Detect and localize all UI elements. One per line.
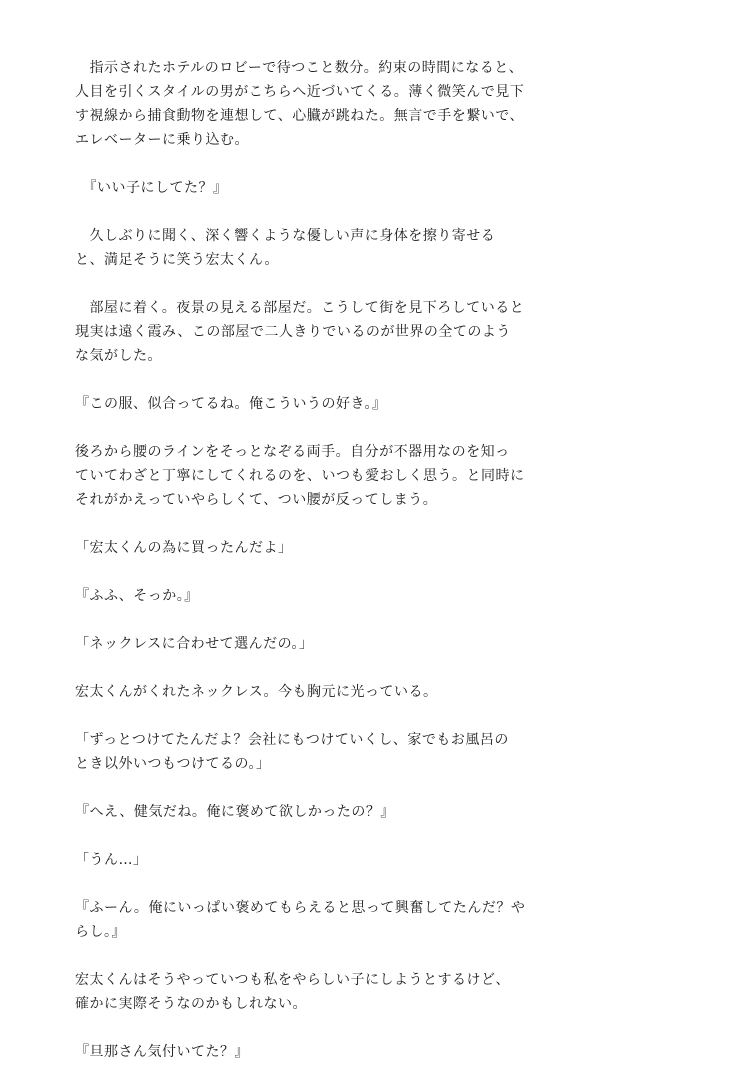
text-line: らし。』 [75,924,126,940]
text-line: 現実は遠く霞み、この部屋で二人きりでいるのが世界の全てのよう [75,324,511,340]
paragraph [75,536,675,560]
paragraph [75,896,675,944]
text-line: 「ずっとつけてたんだよ？会社にもつけていくし、家でもお風呂の [75,732,509,748]
text-line: 『へえ、健気だね。俺に褒めて欲しかったの？』 [75,804,395,820]
text-line: 「ネックレスに合わせて選んだの。」 [75,636,314,652]
text-line: 宏太くんはそうやっていつも私をやらしい子にしようとするけど、 [75,972,510,988]
text-line: と、満足そうに笑う宏太くん。 [75,252,279,268]
text-line: 宏太くんがくれたネックレス。今も胸元に光っている。 [75,684,438,700]
text-line: 『この服、似合ってるね。俺こういうの好き。』 [75,396,387,412]
paragraph [75,968,675,1016]
paragraph [75,584,675,608]
paragraph [75,680,675,704]
text-line: 部屋に着く。夜景の見える部屋だ。こうして街を見下ろしていると [75,300,525,316]
text-line: 『ふーん。俺にいっぱい褒めてもらえると思って興奮してたんだ？や [75,900,526,916]
paragraph [75,224,675,272]
text-line: エレベーターに乗り込む。 [75,132,249,148]
paragraph [75,632,675,656]
text-line: 後ろから腰のラインをそっとなぞる両手。自分が不器用なのを知っ [75,444,510,460]
paragraph [75,800,675,824]
text-line: とき以外いつもつけてるの。」 [75,756,271,772]
text-line: 「宏太くんの為に買ったんだよ」 [75,540,293,556]
paragraph [75,728,675,776]
paragraph [75,296,675,368]
paragraph [75,176,675,200]
paragraph [75,1040,675,1064]
paragraph [75,392,675,416]
text-line: それがかえっていやらしくて、つい腰が反ってしまう。 [75,492,438,508]
text-line: 『いい子にしてた？』 [75,180,228,196]
text-line: 指示されたホテルのロビーで待つこと数分。約束の時間になると、 [75,60,524,76]
paragraph [75,848,675,872]
text-line: な気がした。 [75,348,162,364]
text-line: 『旦那さん気付いてた？』 [75,1044,249,1060]
text-line: 「うん…」 [75,852,148,868]
text-line: 久しぶりに聞く、深く響くような優しい声に身体を擦り寄せる [75,228,496,244]
text-line: す視線から捕食動物を連想して、心臓が跳ねた。無言で手を繋いで、 [75,108,524,124]
paragraph [75,56,675,152]
text-line: 『ふふ、そっか。』 [75,588,199,604]
text-line: 確かに実際そうなのかもしれない。 [75,996,307,1012]
story-text [75,56,675,1088]
text-line: 人目を引くスタイルの男がこちらへ近づいてくる。薄く微笑んで見下 [75,84,525,100]
text-line: ていてわざと丁寧にしてくれるのを、いつも愛おしく思う。と同時に [75,468,525,484]
paragraph [75,440,675,512]
